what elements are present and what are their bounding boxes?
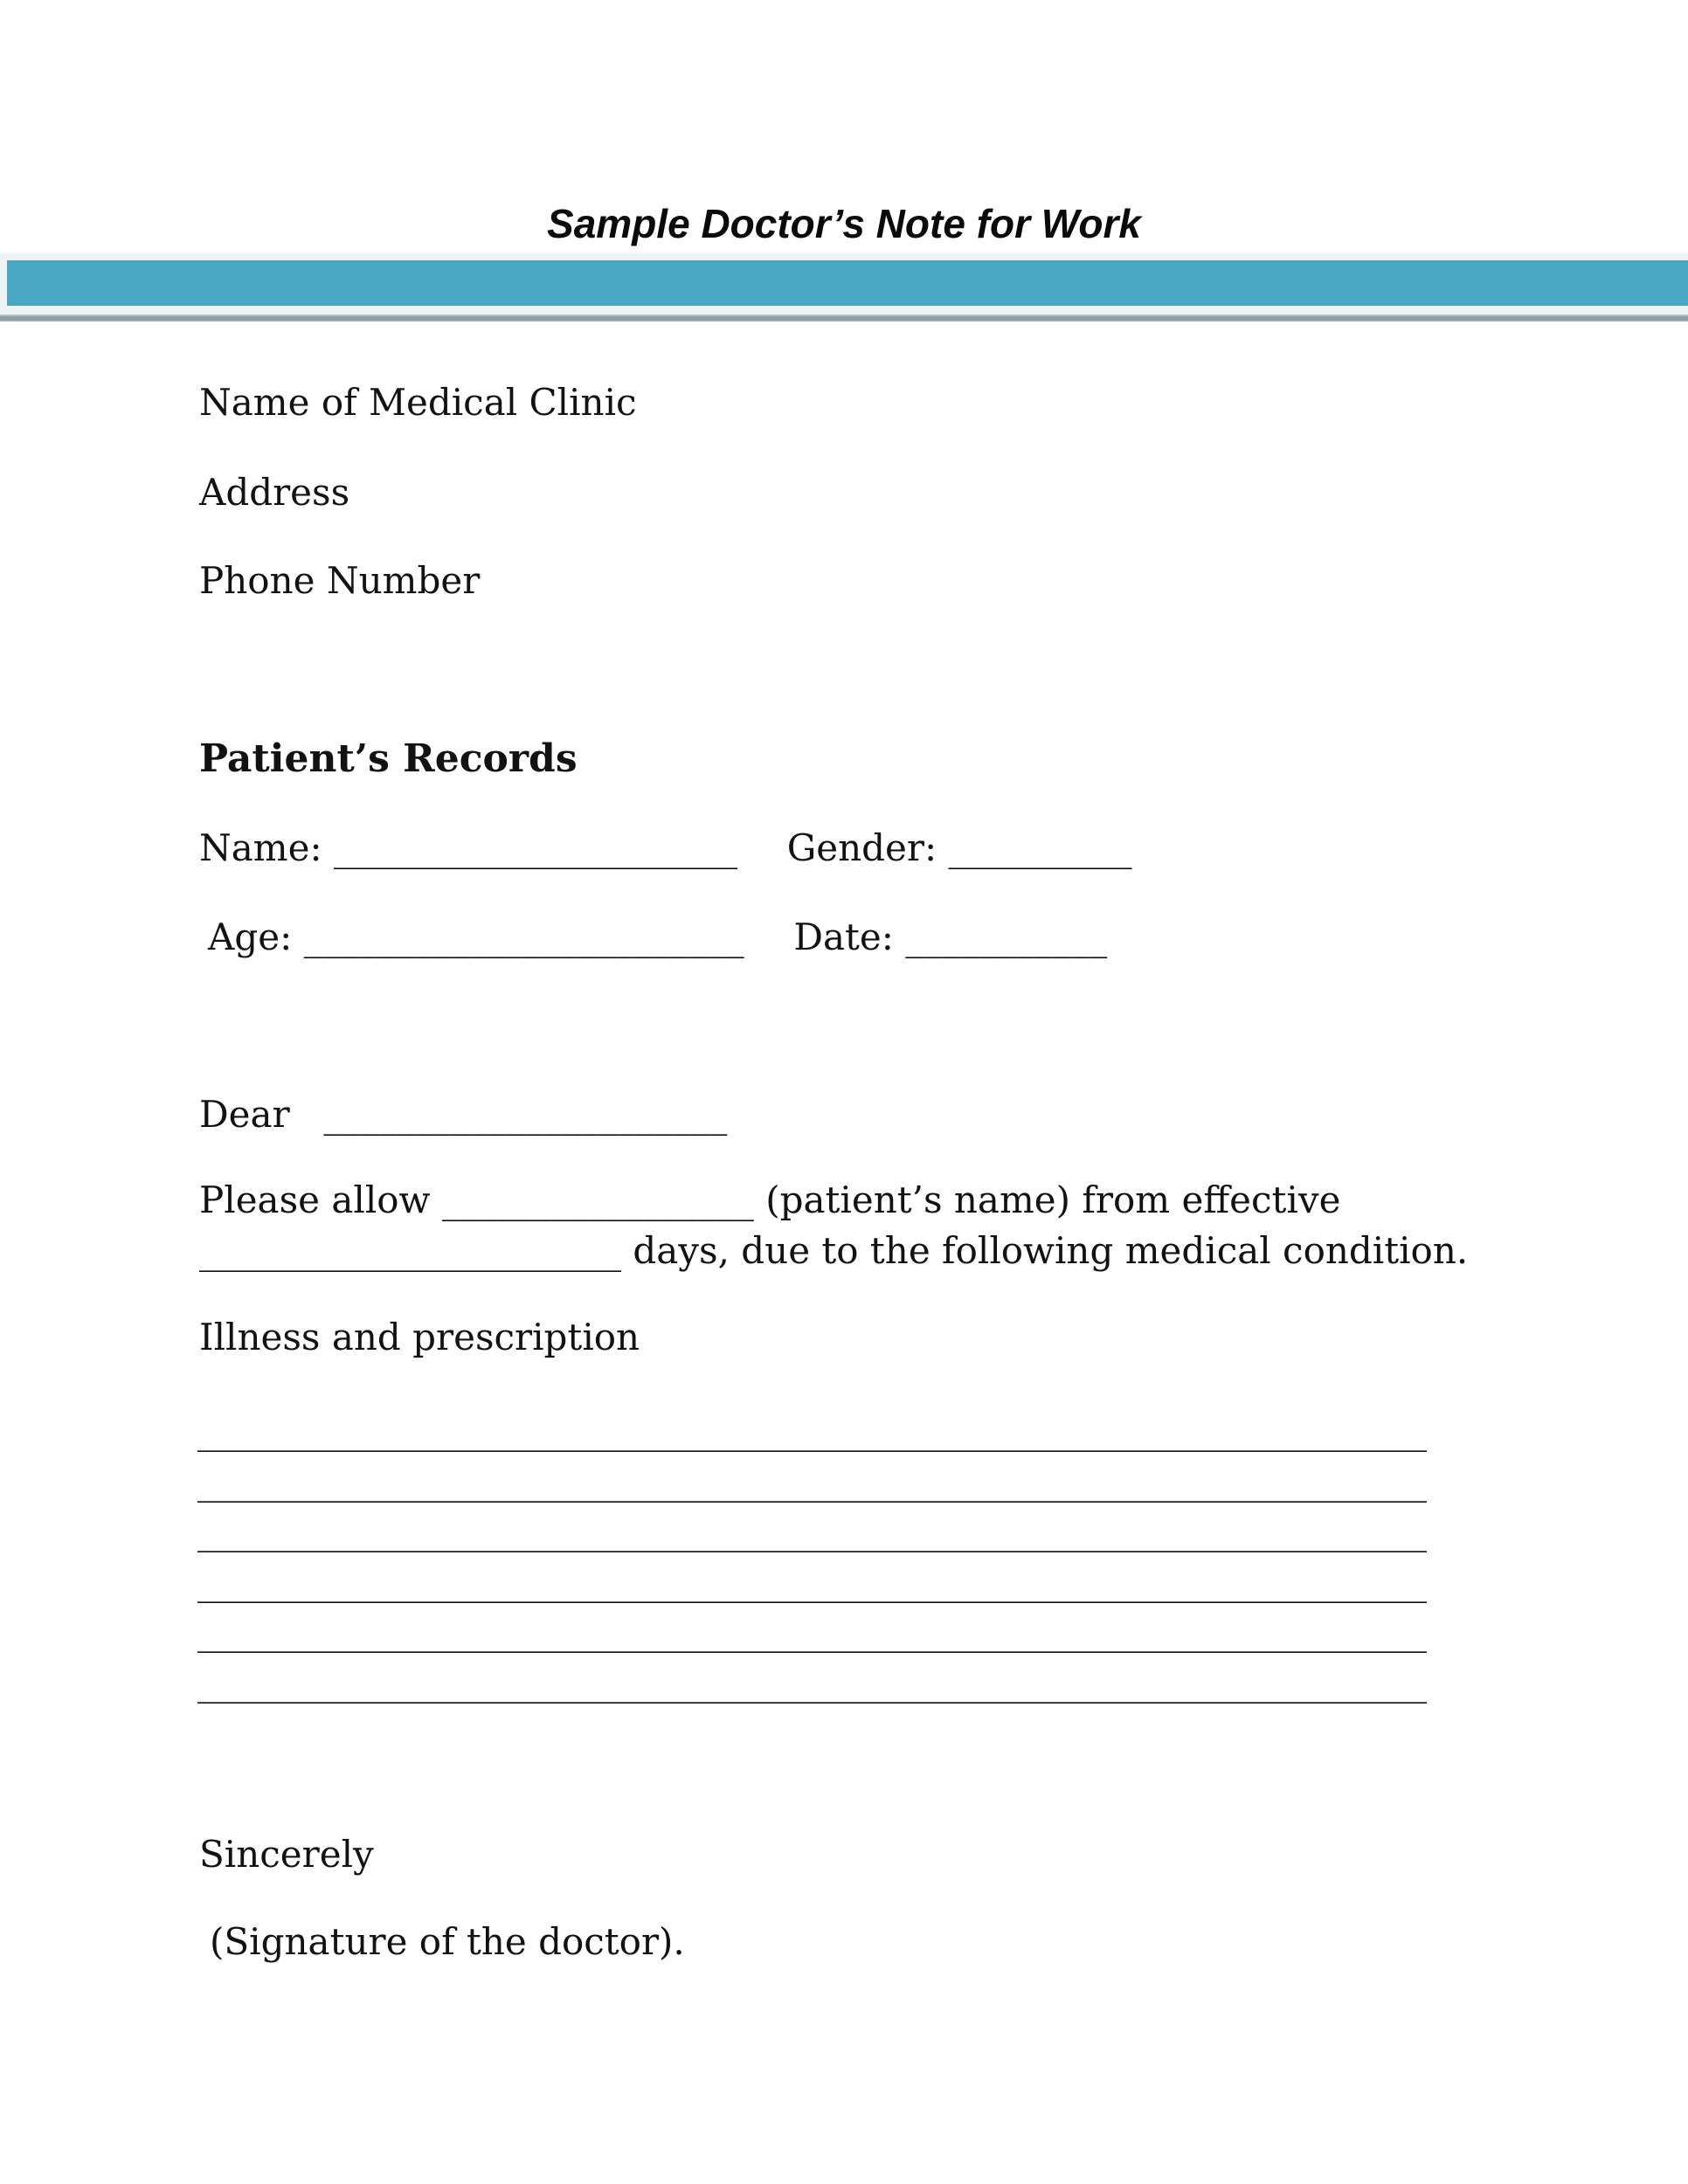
gender-label: Gender:	[786, 826, 937, 869]
write-in-lines	[197, 1406, 1461, 1707]
days-blank-field: _______________________	[199, 1229, 621, 1272]
allow-blank-field: _________________	[441, 1178, 754, 1221]
name-blank-field: ______________________	[333, 826, 737, 869]
write-in-line: ___________________________________________________________________	[197, 1510, 1427, 1552]
age-label: Age:	[208, 916, 293, 958]
page-title: Sample Doctor’s Note for Work	[547, 201, 1141, 246]
date-blank-field: ___________	[905, 916, 1108, 958]
patient-records-heading: Patient’s Records	[199, 736, 578, 781]
request-paragraph	[199, 1175, 1562, 1276]
header-gray-rule	[0, 314, 1688, 321]
age-date-row	[199, 916, 1107, 959]
write-in-line: ___________________________________________________________________	[197, 1559, 1427, 1603]
salutation-row	[199, 1093, 727, 1137]
clinic-address-line: Address	[199, 471, 350, 514]
closing-text: Sincerely	[199, 1833, 374, 1876]
name-gender-row	[199, 826, 1132, 870]
allow-lead-text: Please allow	[199, 1178, 431, 1221]
salutation-blank-field: ______________________	[323, 1093, 728, 1136]
allow-rest-text: (patient’s name) from effective	[765, 1178, 1341, 1221]
illness-label: Illness and prescription	[199, 1316, 640, 1358]
write-in-line: ___________________________________________________________________	[197, 1610, 1427, 1653]
salutation-label: Dear	[199, 1093, 290, 1136]
write-in-line: ___________________________________________________________________	[197, 1660, 1427, 1704]
clinic-name-line: Name of Medical Clinic	[199, 381, 637, 424]
days-rest-text: days, due to the following medical condition.	[633, 1229, 1469, 1272]
clinic-phone-line: Phone Number	[199, 559, 481, 602]
write-in-line: ___________________________________________________________________	[197, 1459, 1427, 1503]
write-in-line: ___________________________________________________________________	[197, 1409, 1427, 1452]
name-label: Name:	[199, 826, 322, 869]
gender-blank-field: __________	[948, 826, 1132, 869]
age-blank-field: ________________________	[303, 916, 744, 958]
date-label: Date:	[793, 916, 894, 958]
signature-note: (Signature of the doctor).	[210, 1920, 685, 1963]
header-teal-bar	[7, 260, 1688, 306]
